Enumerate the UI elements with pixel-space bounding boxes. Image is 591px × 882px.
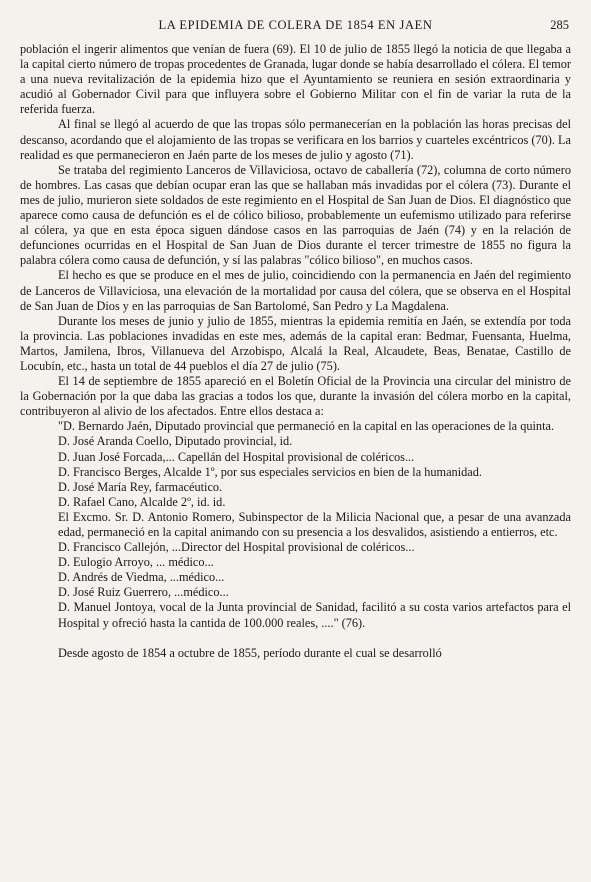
quote-line: El Excmo. Sr. D. Antonio Romero, Subinspector de la Milicia Nacional que, a pesar de una avanzada edad, permaneció en la capital animando con su presencia a los desvalidos, asistiendo a entierros, etc.: [58, 509, 571, 539]
quote-line: D. José María Rey, farmacéutico.: [58, 479, 223, 494]
quote-line: "D. Bernardo Jaén, Diputado provincial que permaneció en la capital en las operaciones de la quinta.: [58, 419, 555, 434]
quote-line: D. Andrés de Viedma, ...médico...: [58, 570, 225, 585]
quote-line: D. Rafael Cano, Alcalde 2º, id. id.: [58, 494, 226, 509]
paragraph: Se trataba del regimiento Lanceros de Villaviciosa, octavo de caballería (72), columna de corto número de hombres. Las casas que debían ocupar eran las que se hallaban más invadidas por el cólera (73). Durante el mes de julio, murieron siete soldados de este regimiento en el Hospital de San Juan de Dios. El diagnóstico que aparece como causa de defunción es el de cólico bilioso, probablemente un eufemismo utilizado para referirse al cólera, ya que en esta época siguen dándose casos en las parroquias de Jaén (74) y en la relación de defunciones ocurridas en el Hospital de San Juan de Dios durante el tercer trimestre de 1855 no figura la palabra cólera como causa de defunción, y sí las palabras "cólico bilioso", en muchos casos.: [20, 162, 571, 268]
paragraph: El 14 de septiembre de 1855 apareció en el Boletín Oficial de la Provincia una circular del ministro de la Gobernación por la que daba las gracias a todos los que, durante la invasión del cólera morbo en la capital, contribuyeron al alivio de los afectados. Entre ellos destaca a:: [20, 374, 571, 419]
paragraph: El hecho es que se produce en el mes de julio, coincidiendo con la permanencia en Jaén del regimiento de Lanceros de Villaviciosa, una elevación de la mortalidad por causa del cólera, que se observa en el Hospital de San Juan de Dios y en las parroquias de San Bartolomé, San Pedro y La Magdalena.: [20, 268, 571, 313]
quote-line: D. Eulogio Arroyo, ... médico...: [58, 555, 214, 570]
quote-line: D. Francisco Berges, Alcalde 1º, por sus especiales servicios en bien de la humanidad.: [58, 464, 482, 479]
quote-line: D. José Aranda Coello, Diputado provincial, id.: [58, 434, 293, 449]
quote-line: D. Juan José Forcada,... Capellán del Hospital provisional de coléricos...: [58, 449, 415, 464]
quote-line: D. Manuel Jontoya, vocal de la Junta provincial de Sanidad, facilitó a su costa varios artefactos para el Hospital y ofreció hasta la cantida de 100.000 reales, ...." (76).: [58, 600, 571, 630]
closing-line: Desde agosto de 1854 a octubre de 1855, período durante el cual se desarrolló: [58, 645, 442, 660]
quote-line: D. Francisco Callejón, ...Director del Hospital provisional de coléricos...: [58, 540, 415, 555]
paragraph: población el ingerir alimentos que venían de fuera (69). El 10 de julio de 1855 llegó la noticia de que llegaba a la capital cierto número de tropas procedentes de Granada, lugar donde se había desarrollado el cólera. El temor a una nueva revitalización de la epidemia hizo que el Ayuntamiento se reuniera en sesión extraordinaria y acudió al Gobernador Civil para que influyera sobre el Gobierno Militar con el fin de variar la ruta de la referida fuerza.: [20, 42, 571, 117]
page-number: 285: [550, 18, 569, 32]
running-title: LA EPIDEMIA DE COLERA DE 1854 EN JAEN: [158, 18, 433, 32]
quote-line: D. José Ruiz Guerrero, ...médico...: [58, 585, 229, 600]
body-text: [20, 42, 571, 661]
paragraph: Durante los meses de junio y julio de 1855, mientras la epidemia remitía en Jaén, se extendía por toda la provincia. Las poblaciones invadidas en este mes, además de la capital eran: Bedmar, Fuensanta, Huelma, Martos, Jamilena, Ibros, Villanueva del Arzobispo, Alcalá la Real, Alcaudete, Beas, Benatae, Castillo de Locubín, etc., hasta un total de 44 pueblos el día 27 de julio (75).: [20, 313, 571, 373]
running-header: [20, 12, 571, 42]
block-quote: [20, 419, 571, 630]
paragraph: Al final se llegó al acuerdo de que las tropas sólo permanecerían en la población las horas precisas del descanso, acordando que el alojamiento de las tropas se verificara en los barrios y cuarteles excéntricos (70). La realidad es que permanecieron en Jaén parte de los meses de julio y agosto (71).: [20, 117, 571, 162]
